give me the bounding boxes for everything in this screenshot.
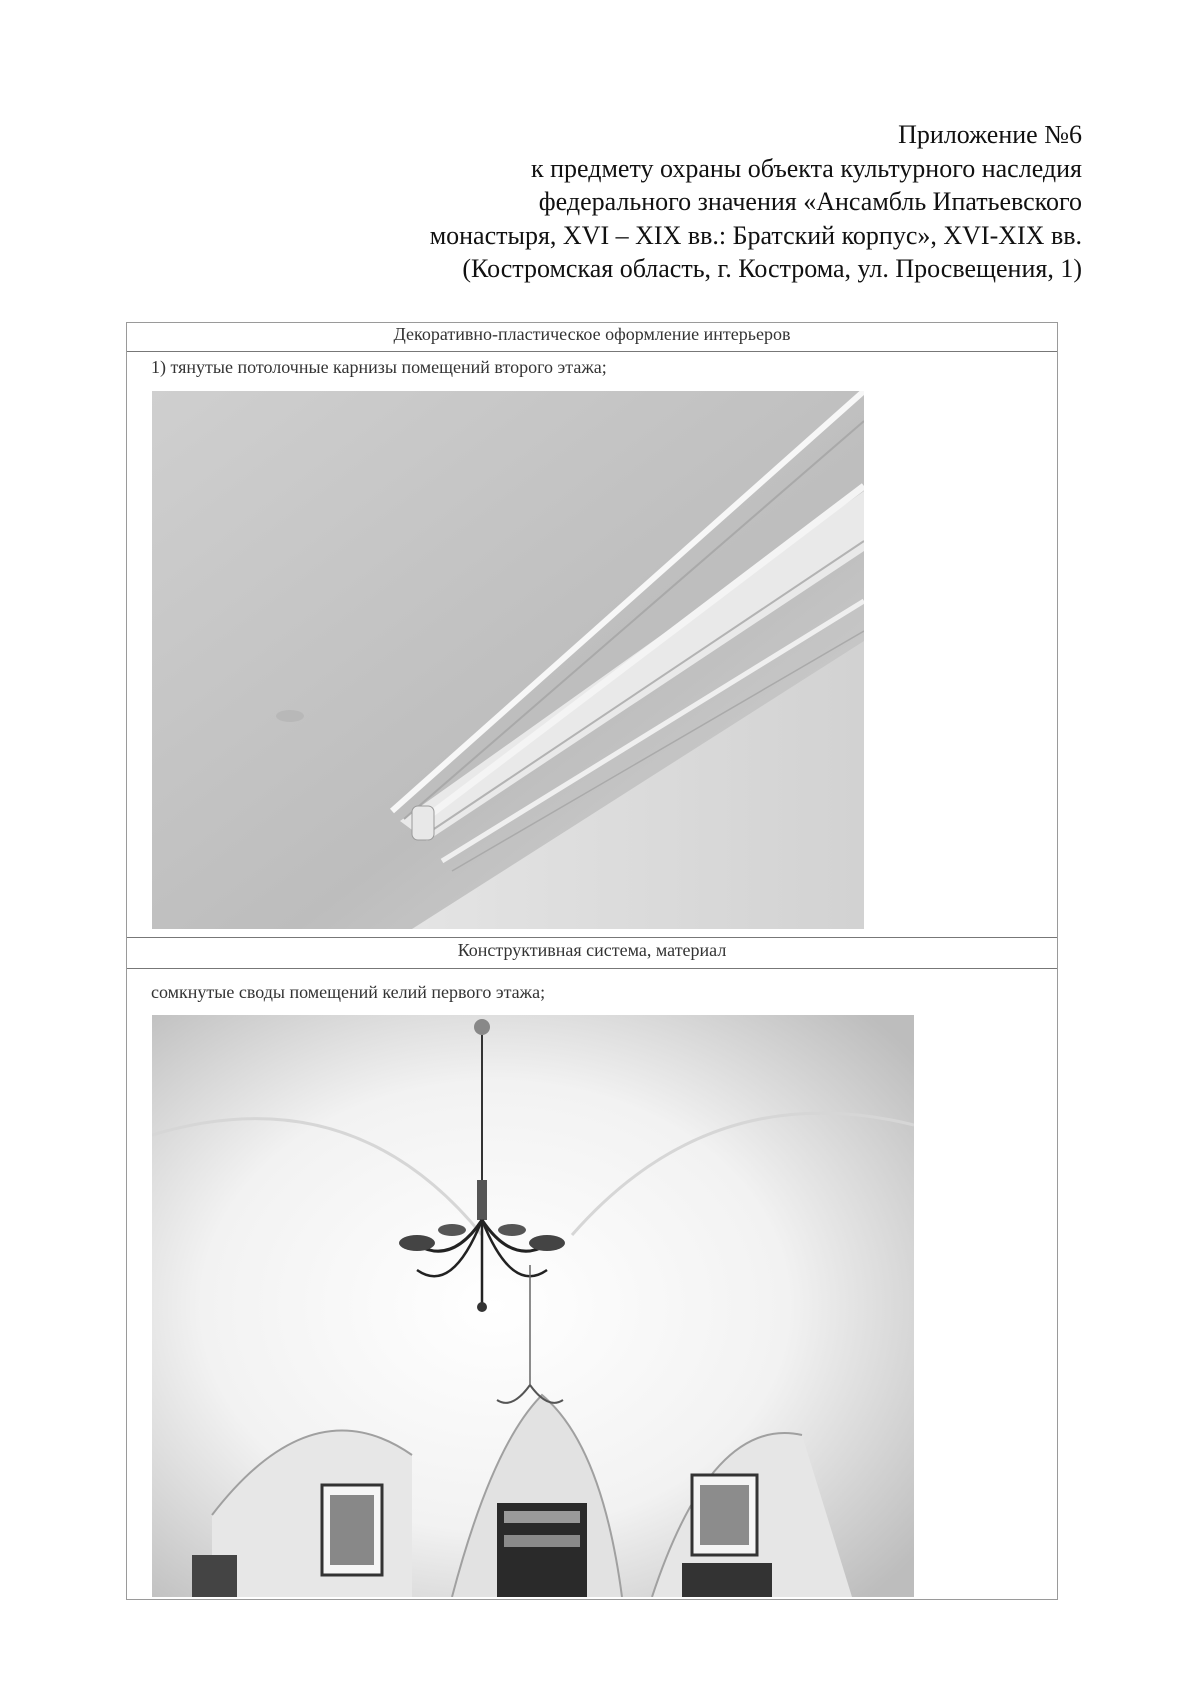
header-line: монастыря, XVI – XIX вв.: Братский корпус», XVI-XIX вв.: [429, 220, 1082, 250]
section-item-vaults: сомкнутые своды помещений келий первого этажа;: [151, 982, 546, 1002]
divider: [127, 937, 1057, 938]
divider: [127, 968, 1057, 969]
appendix-title: Приложение №6: [898, 120, 1082, 149]
protection-items-table: [126, 322, 1058, 1600]
divider: [127, 351, 1057, 352]
header-line: к предмету охраны объекта культурного наследия: [530, 153, 1082, 183]
section-title-decor: Декоративно-пластическое оформление интерьеров: [393, 324, 791, 344]
header-line: федерального значения «Ансамбль Ипатьевского: [538, 187, 1082, 216]
header-line: (Костромская область, г. Кострома, ул. Просвещения, 1): [462, 254, 1082, 283]
document-header: [322, 118, 1082, 286]
section-item-cornices: 1) тянутые потолочные карнизы помещений второго этажа;: [151, 357, 607, 377]
section-title-structure: Конструктивная система, материал: [457, 940, 727, 960]
cornice-photo: [152, 391, 864, 929]
vaults-photo: [152, 1015, 914, 1597]
